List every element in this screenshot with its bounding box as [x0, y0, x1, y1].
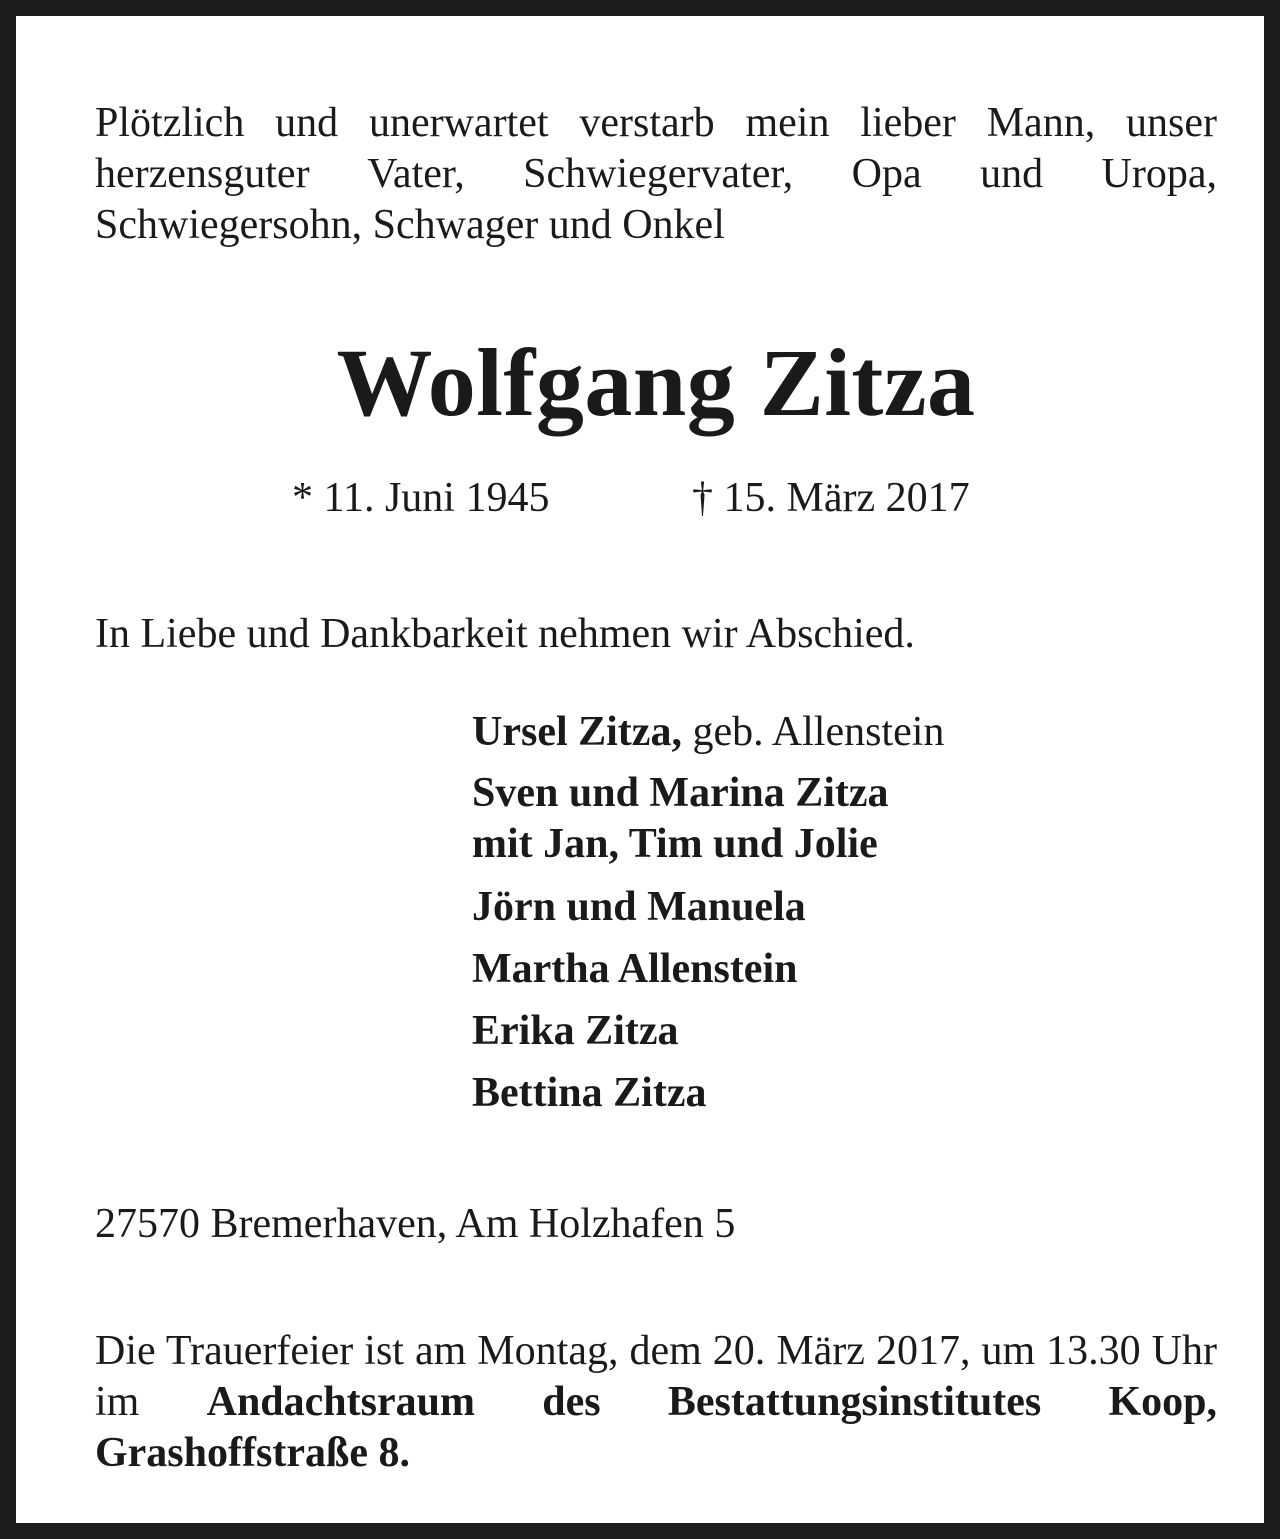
farewell-text: In Liebe und Dankbarkeit nehmen wir Abschied.: [95, 611, 915, 657]
address: 27570 Bremerhaven, Am Holzhafen 5: [95, 1201, 736, 1247]
birth-date: * 11. Juni 1945: [292, 475, 550, 521]
mourner-line: Jörn und Manuela: [472, 884, 806, 930]
mourner-line: Erika Zitza: [472, 1008, 679, 1054]
death-date: † 15. März 2017: [692, 475, 970, 521]
mourner-line: Sven und Marina Zitza: [472, 770, 889, 816]
intro-text: Plötzlich und unerwartet verstarb mein lieber Mann, unser herzensguter Vater, Schwiegervater, Opa und Uropa, Schwiegersohn, Schwager und Onkel: [95, 100, 1217, 248]
mourner-line: mit Jan, Tim und Jolie: [472, 821, 878, 867]
mourner-line: [472, 704, 944, 760]
mourner-line: Bettina Zitza: [472, 1070, 707, 1116]
service-location: Andachtsraum des Bestattungsinstitutes Koop, Grashoffstraße 8.: [95, 1379, 1217, 1476]
mourner-line: Martha Allenstein: [472, 946, 798, 992]
deceased-name: Wolfgang Zitza: [336, 329, 976, 436]
mourner-note: geb. Allenstein: [681, 709, 945, 755]
mourner-name: Ursel Zitza,: [472, 709, 682, 755]
service-info: [95, 1326, 1217, 1479]
service-text: Die Trauerfeier ist am Montag, dem 20. März 2017, um 13.30 Uhr im: [95, 1328, 1217, 1425]
